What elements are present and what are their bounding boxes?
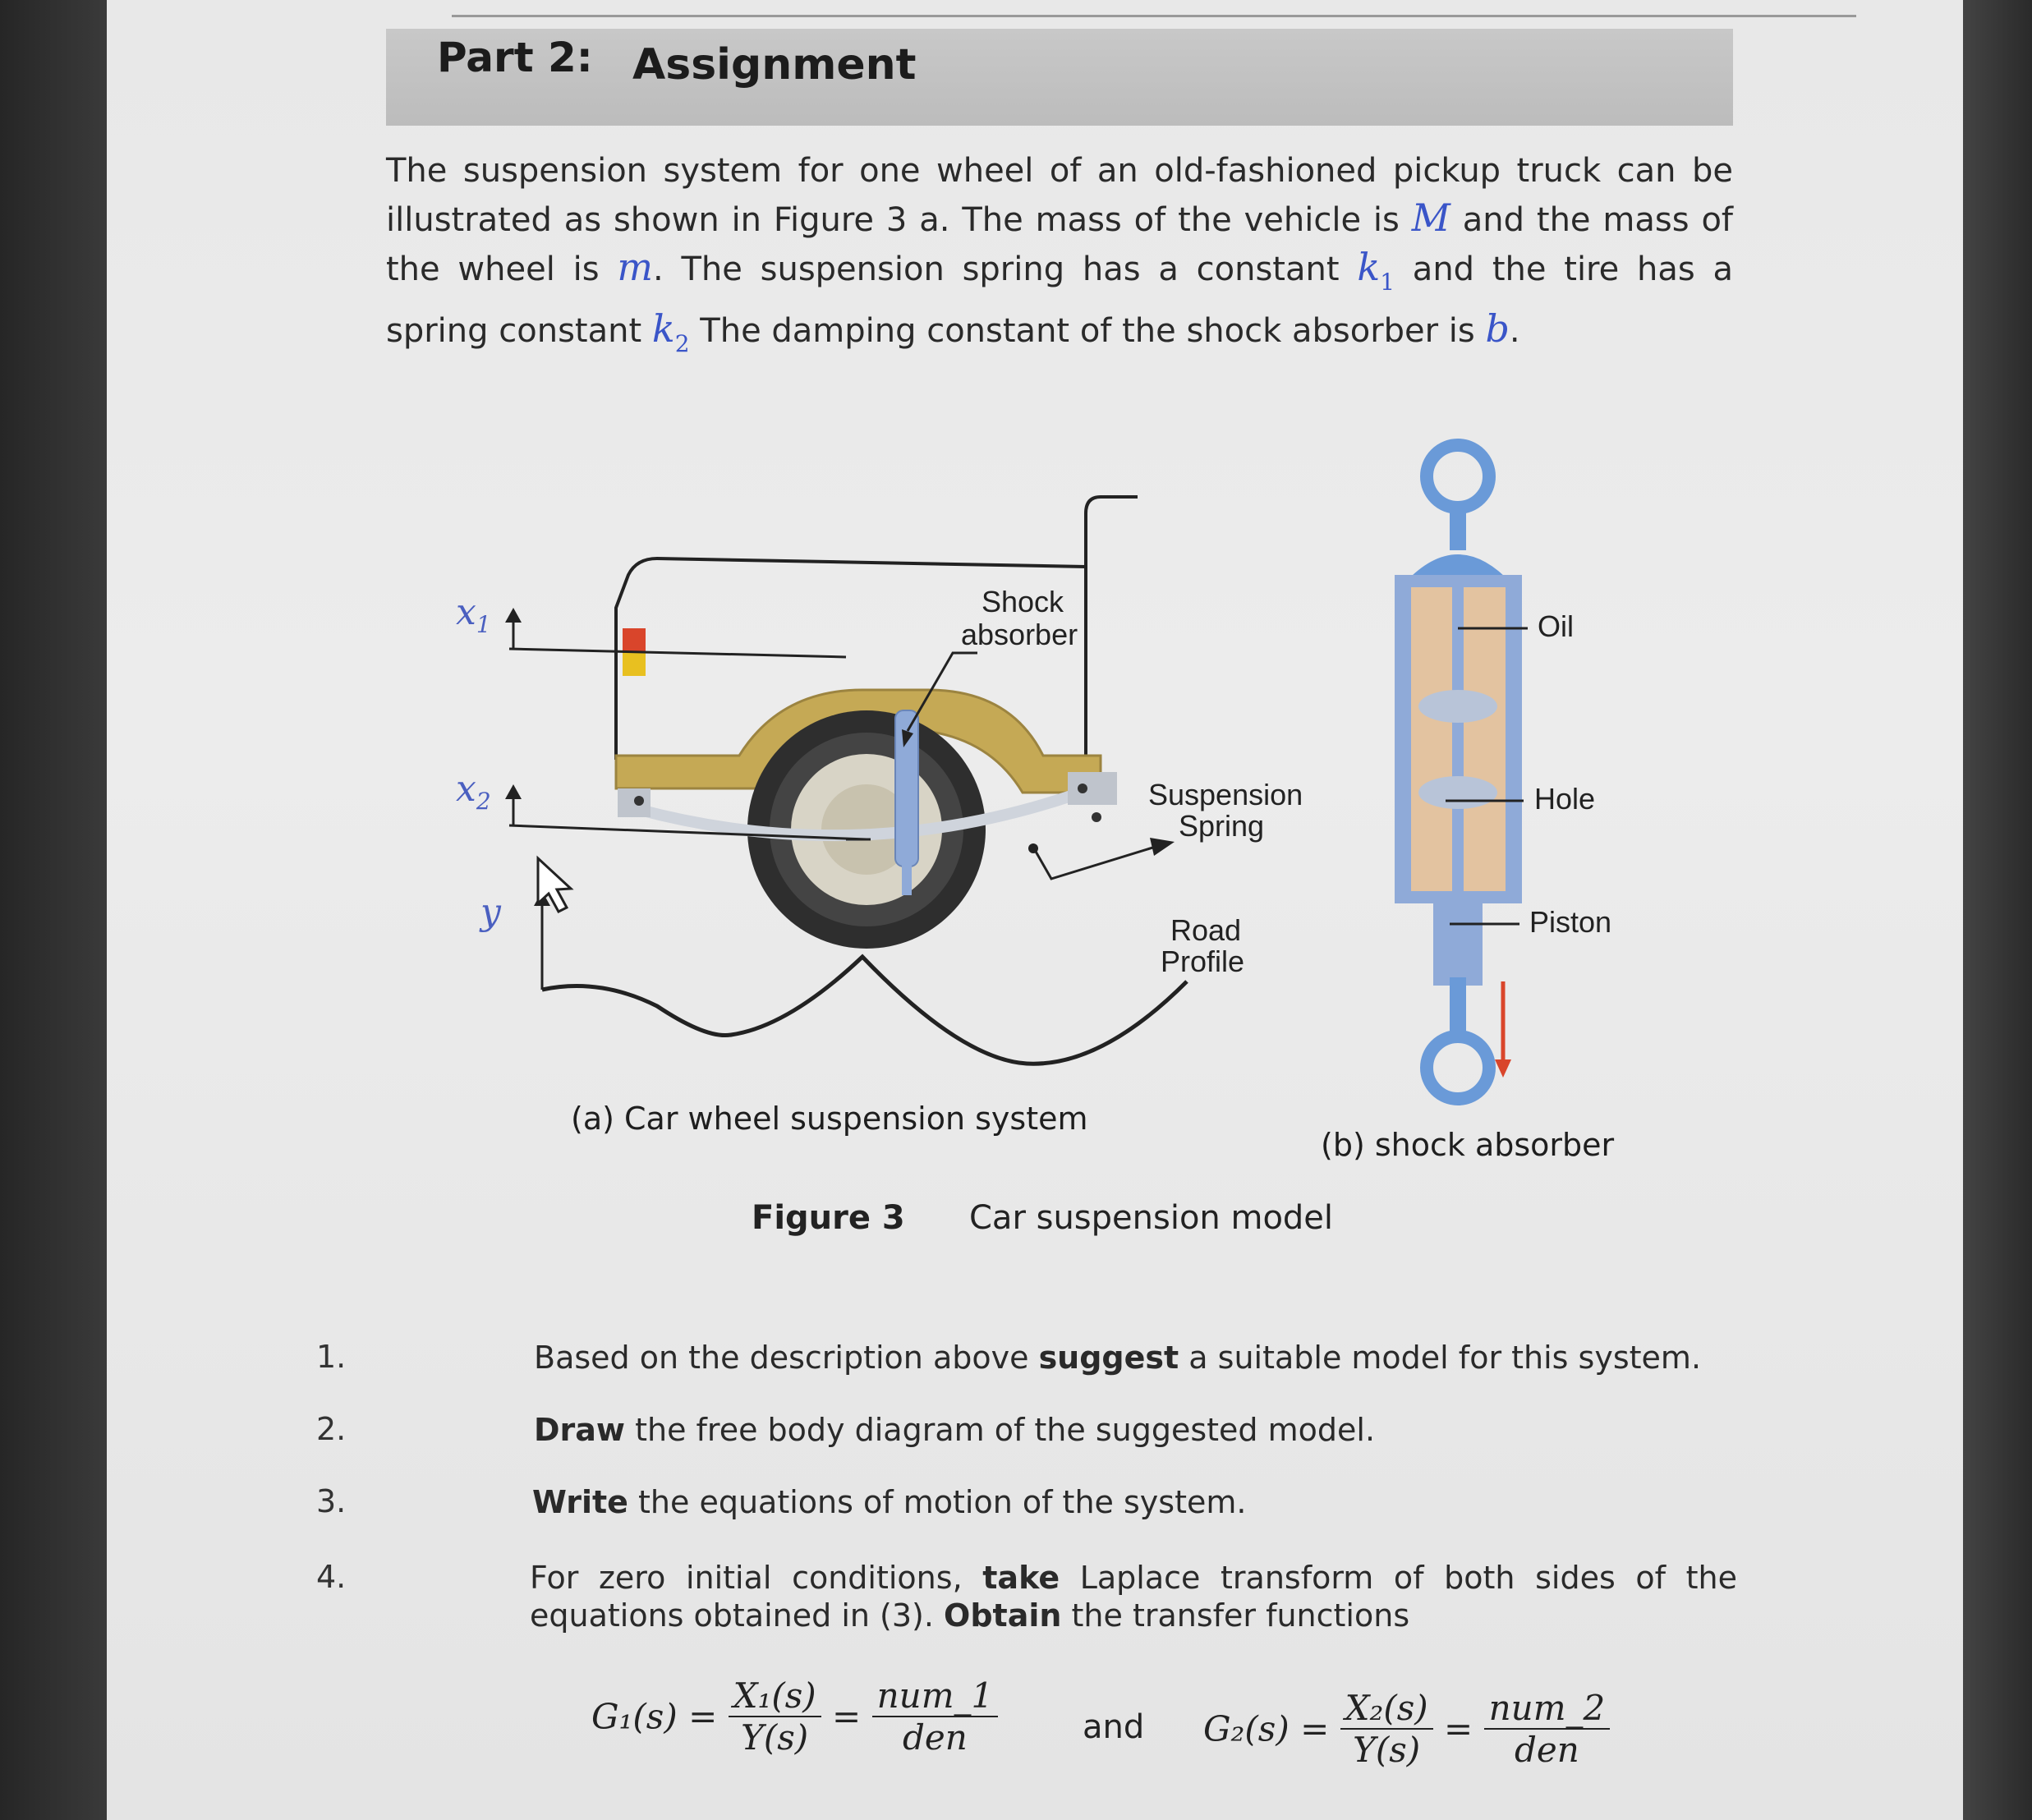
g1-numerator: X₁(s) — [729, 1675, 821, 1717]
x2-label-sub: 2 — [476, 788, 491, 815]
road-label-line2: Profile — [1161, 944, 1245, 978]
g1-ratio-denominator: den — [903, 1717, 968, 1758]
task-4-bold: take — [982, 1560, 1060, 1596]
y-label: y — [480, 891, 501, 933]
road-label-line1: Road — [1170, 913, 1242, 947]
shock-piston-lower — [1418, 776, 1497, 809]
hole-label: Hole — [1534, 782, 1596, 816]
x1-label-sub: 1 — [476, 611, 491, 638]
task-2-bold: Draw — [534, 1412, 626, 1448]
task-4-mid: Laplace transform of both sides of the equations obtained in (3). — [530, 1560, 1737, 1634]
road-profile-curve — [542, 957, 1187, 1064]
x1-arrowhead — [505, 608, 522, 623]
symbol-b: b — [1485, 306, 1510, 351]
shock-label-line2: absorber — [961, 618, 1078, 651]
x2-arrowhead — [505, 784, 522, 799]
shock-rod — [1452, 587, 1464, 949]
intro-text-1: The suspension system for one wheel of an old-fashioned pickup truck can be illustrated as shown in Figure 3 a. The mass of the vehicle is — [386, 152, 1733, 239]
g2-ratio-denominator: den — [1515, 1730, 1579, 1770]
spring-label-line2: Spring — [1179, 809, 1265, 843]
caption-a: (a) Car wheel suspension system — [571, 1101, 1088, 1137]
figure-label: Figure 3 — [752, 1199, 905, 1237]
g2-lhs: G₂(s) = — [1203, 1708, 1330, 1749]
symbol-m: m — [617, 245, 653, 289]
task-4-bold2: Obtain — [944, 1597, 1062, 1634]
shock-bottom-stem — [1450, 977, 1466, 1039]
task-2-post: the free body diagram of the suggested model. — [625, 1412, 1376, 1448]
x2-label — [456, 768, 491, 815]
task-1-pre: Based on the description above — [534, 1340, 1039, 1376]
symbol-k1-base: k — [1357, 245, 1381, 289]
task-2-text — [534, 1411, 1741, 1449]
shock-top-stem — [1450, 505, 1466, 550]
task-1-bold: suggest — [1038, 1340, 1179, 1376]
intro-text-2: and the mass of the wheel is — [386, 201, 1734, 288]
and-connector: and — [1083, 1708, 1145, 1746]
task-3-post: the equations of motion of the system. — [628, 1484, 1247, 1520]
x1-label — [456, 591, 491, 638]
g1-ratio-numerator: num_1 — [872, 1675, 999, 1717]
g1-denominator: Y(s) — [741, 1717, 809, 1758]
spring-shackle-left — [618, 788, 651, 817]
g1-lhs: G₁(s) = — [591, 1696, 718, 1737]
shock-motion-arrowhead — [1495, 1059, 1511, 1078]
oil-label: Oil — [1538, 609, 1574, 643]
piston-label: Piston — [1529, 905, 1612, 939]
x1-label-base: x — [456, 591, 476, 633]
symbol-k2-base: k — [651, 306, 675, 351]
task-1-text — [534, 1339, 1741, 1376]
caption-b: (b) shock absorber — [1321, 1127, 1615, 1163]
shock-piston-upper — [1418, 690, 1497, 723]
g2-equals: = — [1444, 1708, 1473, 1749]
intro-text-3: . The suspension spring has a constant — [652, 250, 1358, 288]
task-1-post: a suitable model for this system. — [1179, 1340, 1702, 1376]
g1-fraction — [729, 1675, 821, 1758]
g2-ratio-numerator: num_2 — [1484, 1688, 1611, 1730]
task-1-number: 1. — [316, 1339, 347, 1375]
g2-fraction — [1340, 1688, 1433, 1770]
g1-equals: = — [832, 1696, 862, 1737]
spring-bolt-1 — [634, 796, 644, 806]
task-2-number: 2. — [316, 1411, 347, 1447]
symbol-M: M — [1411, 195, 1450, 240]
spring-bolt-2 — [1078, 784, 1087, 793]
g1-ratio — [872, 1675, 999, 1758]
task-3-number: 3. — [316, 1483, 347, 1519]
shock-absorber-rod — [902, 862, 912, 895]
spring-leader-line — [1035, 846, 1158, 879]
spring-label-line1: Suspension — [1148, 778, 1303, 811]
heading-part: Part 2: — [437, 34, 593, 81]
intro-text-4: and the tire has a spring constant — [386, 250, 1734, 350]
symbol-k2-sub: 2 — [674, 330, 690, 357]
heading-title: Assignment — [632, 40, 917, 90]
task-4-number: 4. — [316, 1559, 347, 1595]
task-3-bold: Write — [532, 1484, 628, 1520]
mass-marker-yellow — [623, 653, 646, 676]
spring-leader-dot — [1028, 843, 1038, 853]
mass-marker-red — [623, 628, 646, 653]
formula-g1 — [591, 1675, 998, 1758]
intro-text-5: The damping constant of the shock absorber is — [689, 312, 1486, 350]
shock-top-eye — [1427, 445, 1489, 508]
figure-title: Car suspension model — [969, 1199, 1334, 1237]
task-4-pre: For zero initial conditions, — [530, 1560, 983, 1596]
spring-shackle-right — [1068, 772, 1117, 805]
formula-g2 — [1203, 1688, 1610, 1770]
shock-label-line1: Shock — [982, 585, 1064, 618]
symbol-k1-sub: 1 — [1380, 269, 1395, 296]
g2-numerator: X₂(s) — [1340, 1688, 1433, 1730]
task-3-text — [532, 1483, 1740, 1521]
x2-label-base: x — [456, 768, 476, 810]
task-4-post: the transfer functions — [1061, 1597, 1410, 1634]
spring-leader-head — [1150, 838, 1175, 856]
shock-bottom-eye — [1427, 1036, 1489, 1099]
shock-lower-sleeve — [1433, 903, 1483, 986]
spring-bolt-3 — [1092, 812, 1101, 822]
g2-denominator: Y(s) — [1353, 1730, 1421, 1770]
intro-text-6: . — [1509, 312, 1520, 350]
g2-ratio — [1484, 1688, 1611, 1770]
x1-reference-line — [509, 649, 846, 657]
task-4-text — [530, 1559, 1737, 1634]
